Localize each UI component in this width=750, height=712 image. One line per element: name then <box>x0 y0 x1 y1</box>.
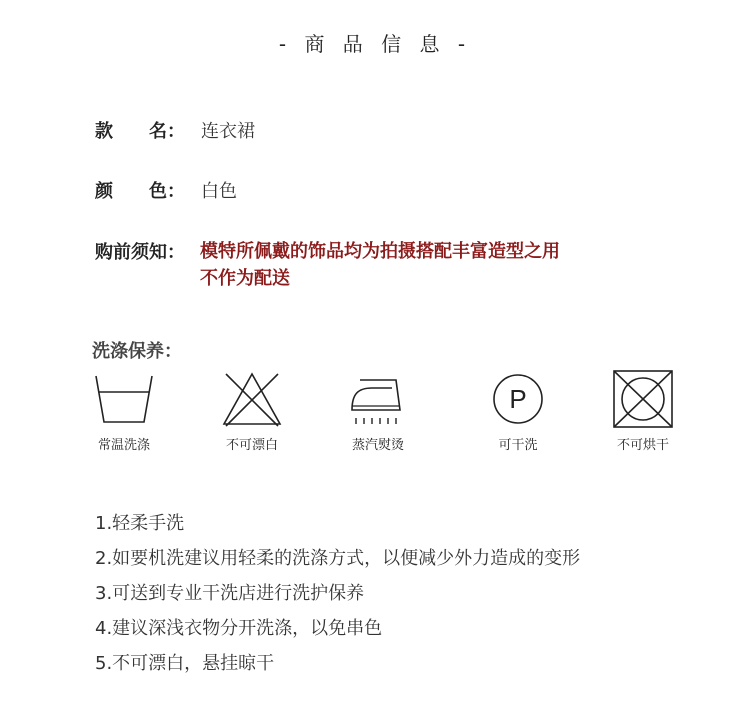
notice-line: 模特所佩戴的饰品均为拍摄搭配丰富造型之用 <box>200 241 560 262</box>
instruction-list <box>95 513 580 688</box>
field-color-value: 白色 <box>201 181 237 202</box>
list-item: 1.轻柔手洗 <box>95 513 185 534</box>
wash-tub-icon <box>92 370 156 428</box>
notice-line: 不作为配送 <box>200 268 290 289</box>
care-caption: 不可烘干 <box>616 438 669 453</box>
care-caption: 不可漂白 <box>225 438 278 453</box>
no-bleach-icon <box>220 370 284 428</box>
field-notice-label: 购前须知： <box>95 242 185 263</box>
list-item: 2.如要机洗建议用轻柔的洗涤方式，以便减少外力造成的变形 <box>95 548 581 569</box>
field-color-label: 颜 色： <box>95 181 185 202</box>
svg-text:P: P <box>509 384 527 414</box>
list-item: 5.不可漂白，悬挂晾干 <box>95 653 275 674</box>
care-caption: 蒸汽熨烫 <box>351 438 404 453</box>
list-item: 3.可送到专业干洗店进行洗护保养 <box>95 583 365 604</box>
dry-clean-p-icon <box>486 370 550 428</box>
care-caption: 可干洗 <box>498 438 538 453</box>
care-symbol-dryclean <box>458 370 578 453</box>
care-symbol-iron <box>318 370 438 453</box>
steam-iron-icon <box>346 370 410 428</box>
list-item: 4.建议深浅衣物分开洗涤，以免串色 <box>95 618 383 639</box>
notice-text <box>200 238 560 292</box>
care-title: 洗涤保养： <box>92 341 182 362</box>
page-title: - 商 品 信 息 - <box>278 32 472 56</box>
care-symbol-tumble <box>583 370 703 453</box>
care-symbol-wash <box>64 370 184 453</box>
care-caption: 常温洗涤 <box>97 438 150 453</box>
care-symbol-bleach <box>192 370 312 453</box>
no-tumble-dry-icon <box>611 370 675 428</box>
field-style-label: 款 名： <box>95 121 185 142</box>
field-style-value: 连衣裙 <box>201 121 255 142</box>
